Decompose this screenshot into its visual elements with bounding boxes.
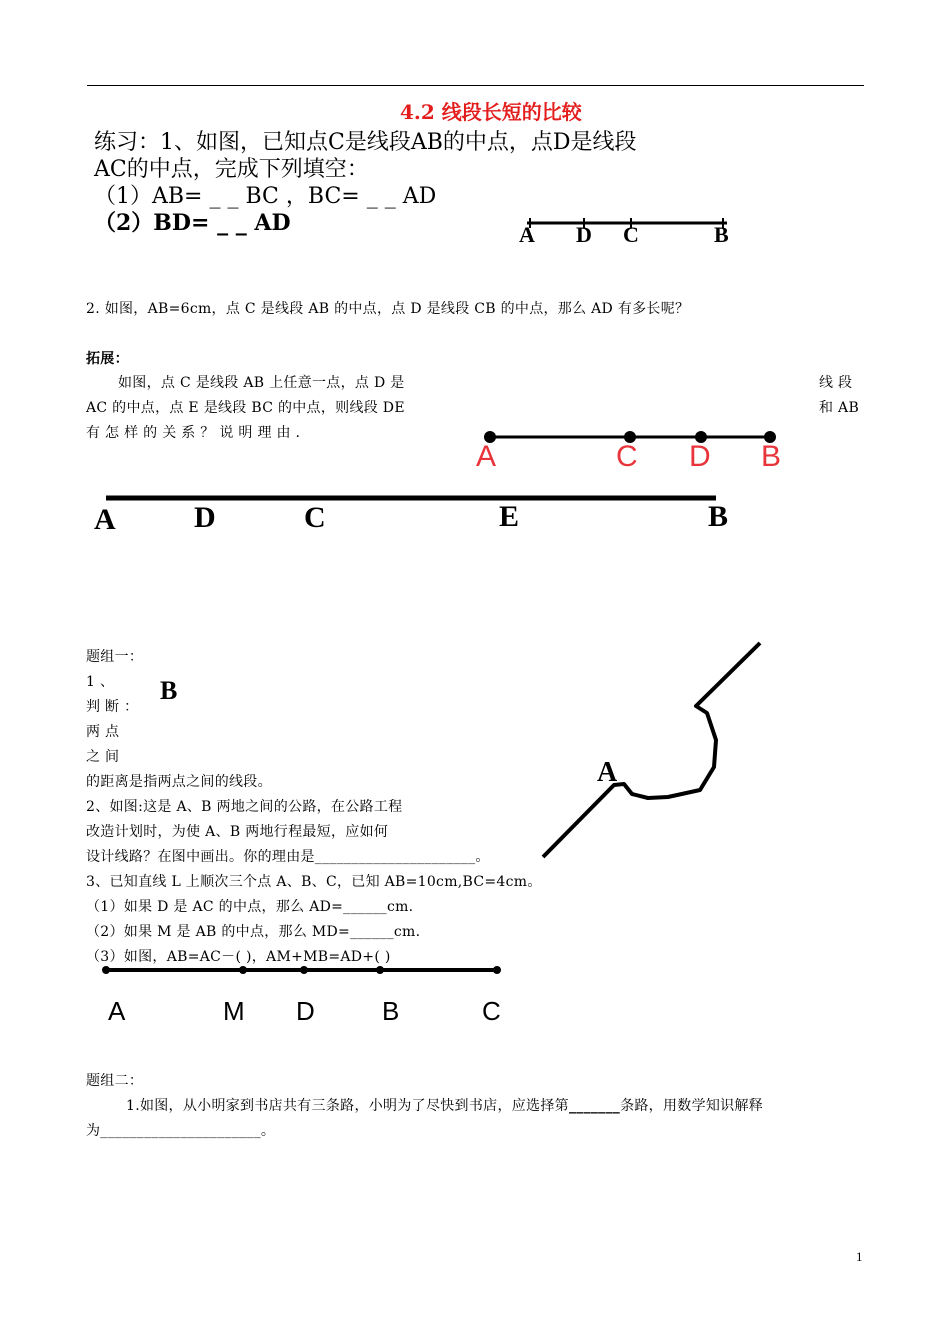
line-label-b: B	[382, 996, 400, 1026]
amdbc-point-m	[239, 966, 247, 974]
line-label-a: A	[108, 996, 126, 1026]
amdbc-point-b	[376, 966, 384, 974]
group1-q2-b: 改造计划时，为使 A、B 两地行程最短，应如何	[86, 824, 389, 840]
group2-q1-a: 1.如图，从小明家到书店共有三条路，小明为了尽快到书店，应选择第	[126, 1098, 569, 1114]
group1-q1-b: 判 断 ：	[86, 699, 139, 715]
big-label-c: C	[304, 501, 326, 534]
big-label-d: D	[194, 501, 216, 534]
expand-red-label-a: A	[476, 440, 497, 473]
ex1-label-a: A	[519, 222, 535, 247]
group1-q1-a: 1 、	[86, 674, 115, 690]
group1-q2-a: 2、如图:这是 A、B 两地之间的公路，在公路工程	[86, 799, 403, 815]
amdbc-point-c	[493, 966, 501, 974]
expand-line1-right: 线 段	[819, 375, 853, 391]
group2-heading: 题组二：	[86, 1073, 144, 1089]
expand-red-label-c: C	[616, 440, 638, 473]
big-label-a: A	[94, 503, 116, 536]
expand-line2-right: 和 AB	[819, 400, 860, 416]
group1-heading: 题组一：	[86, 649, 144, 665]
page-number: 1	[856, 1249, 863, 1264]
ex1-line1: 练习：1、如图，已知点C是线段AB的中点，点D是线段	[94, 130, 637, 155]
big-label-b: B	[708, 500, 729, 533]
group1-q2-c: 设计线路？在图中画出。你的理由是______________________。	[86, 849, 490, 865]
expand-red-label-b: B	[761, 440, 782, 473]
ex1-label-b: B	[714, 222, 729, 247]
group2-q1	[126, 1095, 763, 1115]
line-label-m: M	[223, 996, 245, 1026]
road-label-a: A	[597, 757, 618, 788]
ex1-label-c: C	[623, 222, 639, 247]
group1-q3-3: （3）如图，AB=AC－( )，AM+MB=AD+( )	[86, 949, 391, 965]
group1-q3-2: （2）如果 M 是 AB 的中点，那么 MD=______cm.	[86, 924, 421, 940]
ex2-text: 2. 如图，AB=6cm，点 C 是线段 AB 的中点，点 D 是线段 CB 的中点，那么 AD 有多长呢？	[86, 301, 690, 317]
group2-q1-blank: _______	[568, 1098, 621, 1114]
group2-q1-c: 为______________________。	[86, 1123, 276, 1139]
expand-line2: AC 的中点，点 E 是线段 BC 的中点，则线段 DE	[86, 400, 405, 416]
road-path	[543, 643, 760, 857]
group2-q1-b: 条路，用数学知识解释	[620, 1098, 764, 1114]
expand-heading: 拓展：	[86, 351, 129, 367]
group1-q1-e: 的距离是指两点之间的线段。	[86, 774, 272, 790]
road-label-b: B	[160, 676, 178, 705]
ex1-q2: （2）BD= _ _ AD	[94, 210, 291, 236]
line-label-d: D	[296, 996, 315, 1026]
amdbc-point-a	[102, 966, 110, 974]
page-title: 4.2 线段长短的比较	[400, 100, 582, 124]
group1-q3: 3、已知直线 L 上顺次三个点 A、B、C，已知 AB=10cm,BC=4cm。	[86, 874, 542, 890]
group1-q1-c: 两 点	[86, 724, 120, 740]
amdbc-point-d	[300, 966, 308, 974]
ex1-q1: （1）AB= _ _ BC ，BC= _ _ AD	[94, 184, 437, 209]
expand-red-label-d: D	[689, 440, 711, 473]
expand-line3: 有 怎 样 的 关 系 ？ 说 明 理 由 .	[86, 425, 301, 441]
group1-q1-d: 之 间	[86, 749, 120, 765]
big-label-e: E	[499, 500, 520, 533]
ex1-line2: AC的中点，完成下列填空：	[94, 157, 369, 182]
expand-line1: 如图，点 C 是线段 AB 上任意一点，点 D 是	[118, 375, 405, 391]
line-label-c: C	[482, 996, 501, 1026]
group1-q3-1: （1）如果 D 是 AC 的中点，那么 AD=______cm.	[86, 899, 414, 915]
ex1-label-d: D	[576, 222, 592, 247]
